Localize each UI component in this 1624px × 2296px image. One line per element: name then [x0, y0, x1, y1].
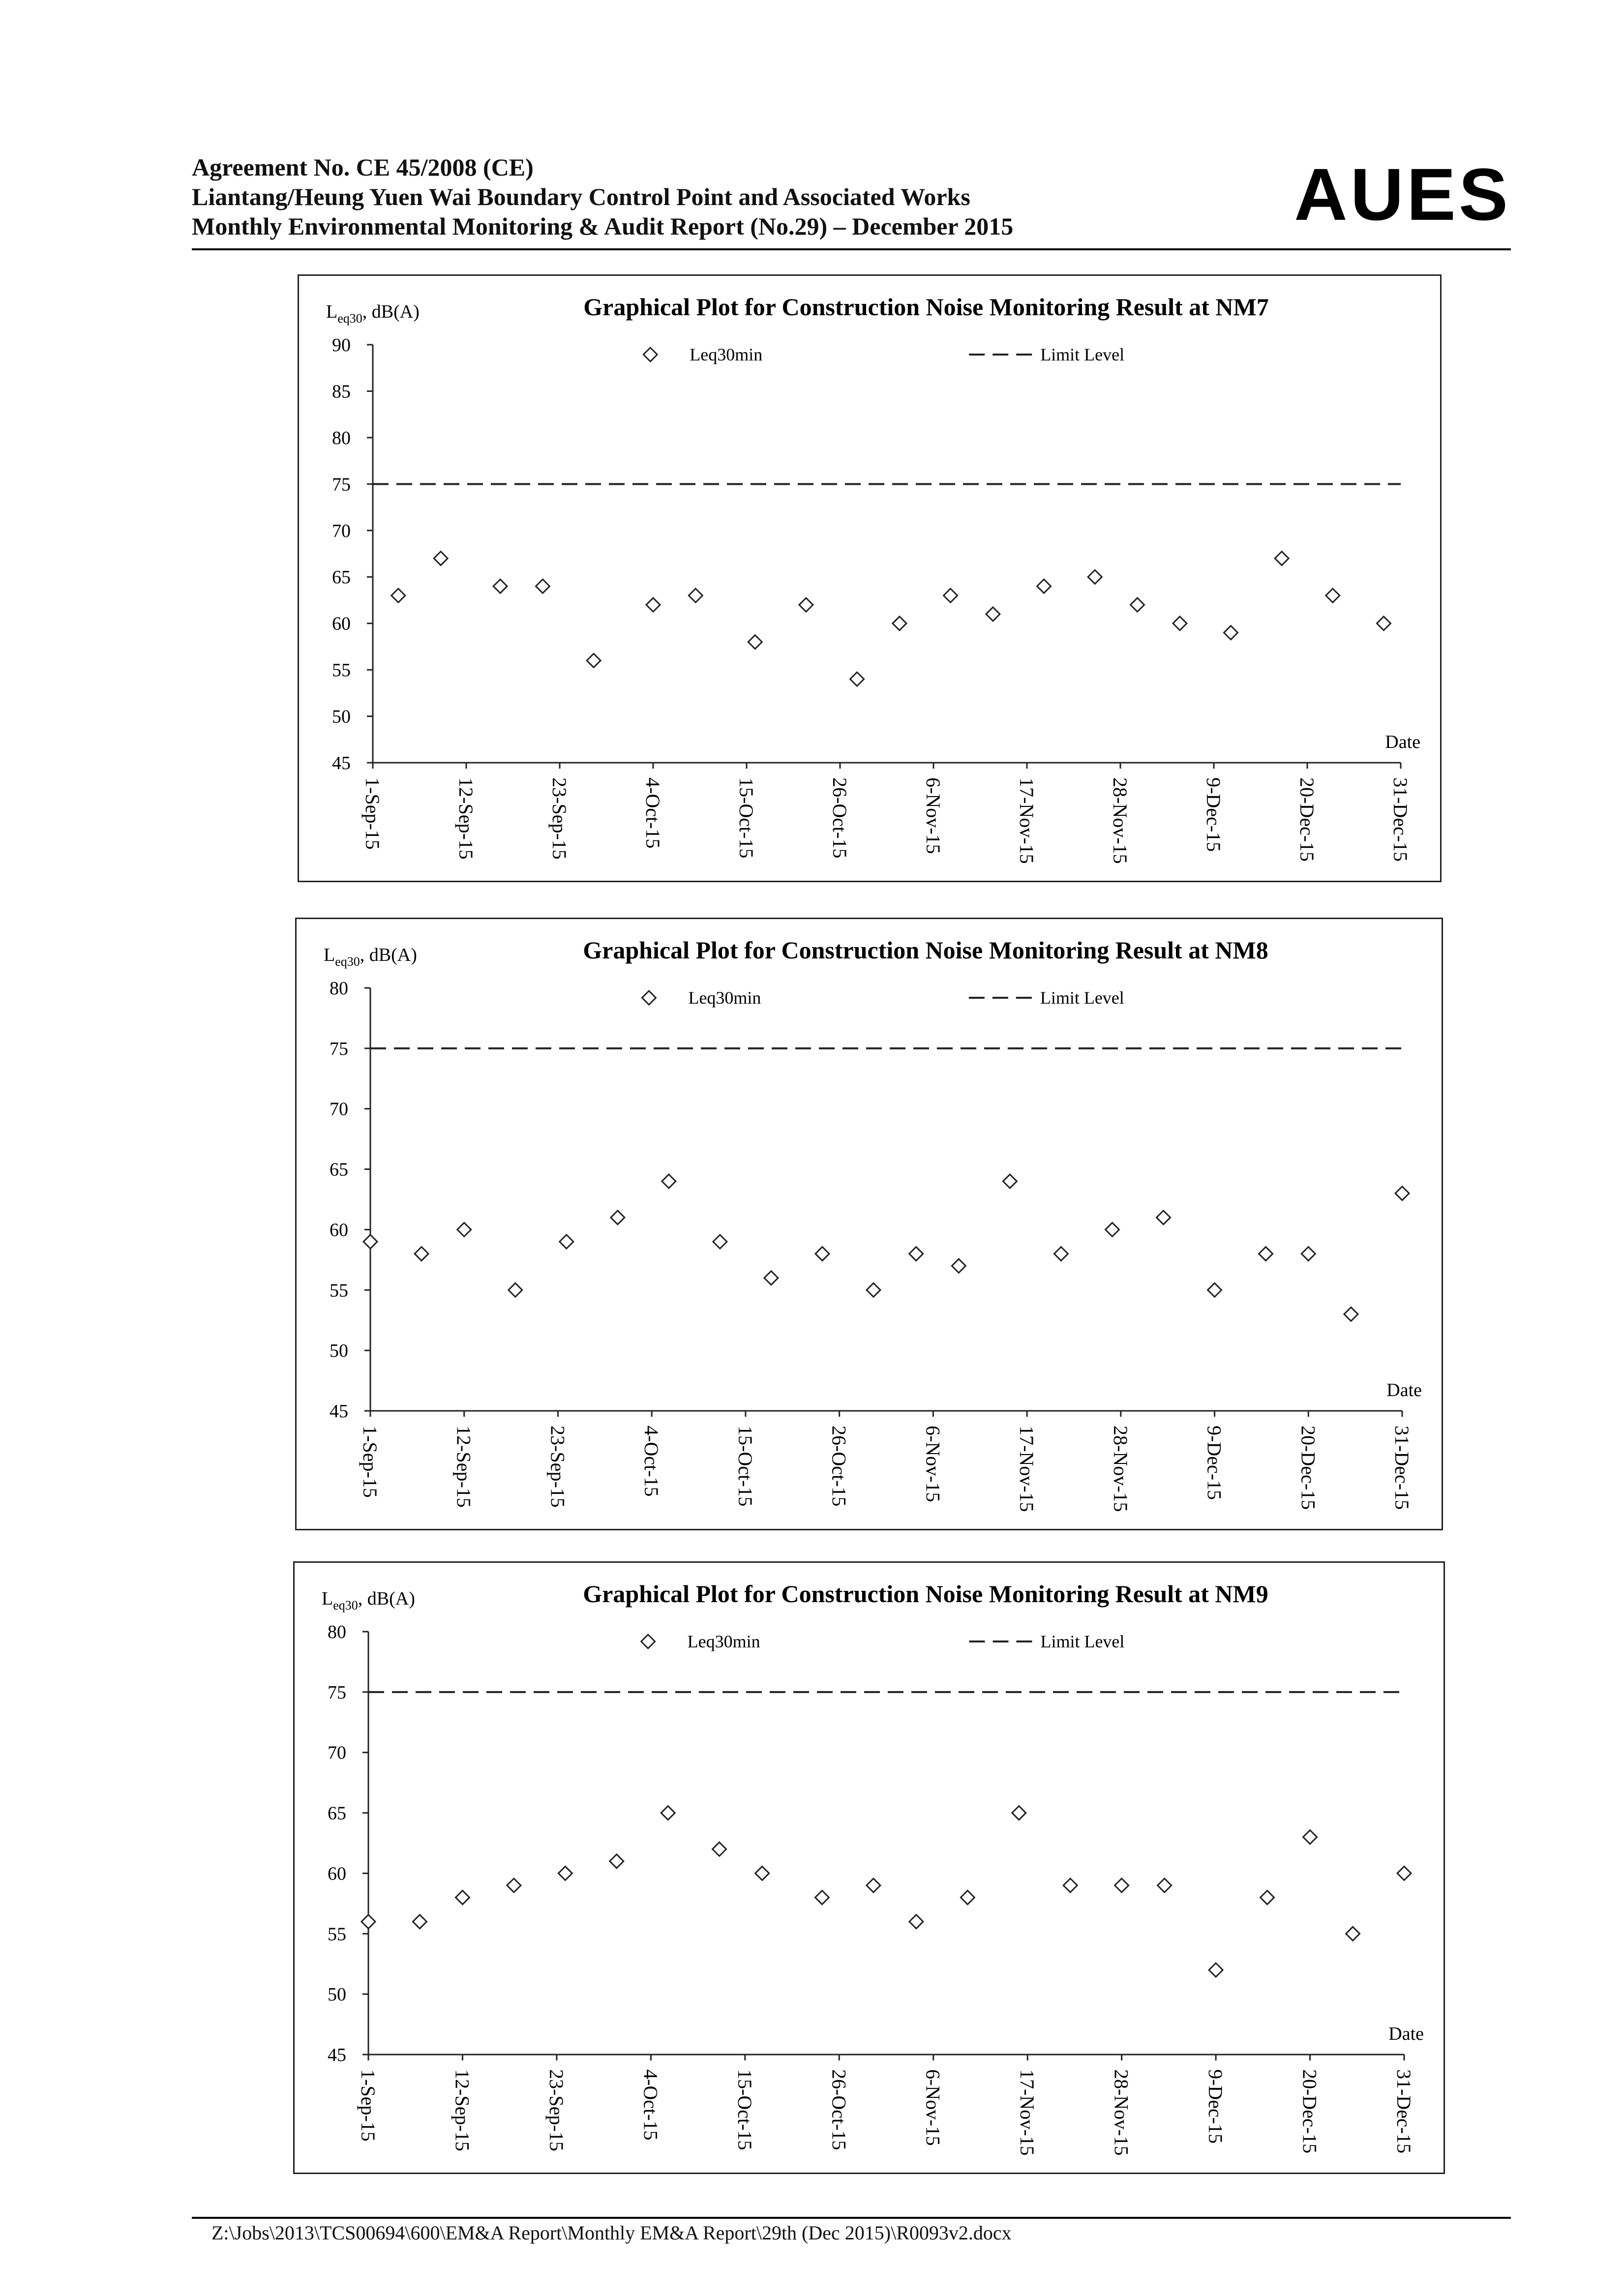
- data-point: [867, 1283, 880, 1297]
- data-point: [1275, 551, 1289, 565]
- data-point: [662, 1174, 676, 1188]
- data-point: [1344, 1307, 1358, 1321]
- data-point: [560, 1235, 573, 1249]
- x-tick-label: 4-Oct-15: [640, 1426, 663, 1497]
- data-point: [1012, 1806, 1026, 1820]
- x-tick-label: 1-Sep-15: [357, 2069, 379, 2142]
- data-point: [815, 1247, 829, 1261]
- x-tick-label: 6-Nov-15: [922, 777, 944, 854]
- x-tick-label: 4-Oct-15: [639, 2069, 662, 2141]
- y-tick-label: 55: [330, 1280, 348, 1301]
- y-tick-label: 70: [332, 520, 351, 541]
- data-point: [455, 1891, 469, 1905]
- y-tick-label: 50: [332, 706, 351, 727]
- data-point: [434, 551, 448, 565]
- chart-title: Graphical Plot for Construction Noise Monitoring Result at NM8: [583, 936, 1268, 964]
- y-tick-label: 65: [330, 1159, 348, 1180]
- project-title: Liantang/Heung Yuen Wai Boundary Control Point and Associated Works: [192, 183, 970, 210]
- x-tick-label: 12-Sep-15: [451, 2069, 474, 2151]
- y-tick-label: 45: [332, 753, 351, 774]
- y-tick-label: 75: [330, 1038, 348, 1059]
- data-point: [689, 589, 702, 602]
- data-point: [457, 1223, 471, 1236]
- y-tick-label: 65: [328, 1803, 346, 1824]
- x-tick-label: 17-Nov-15: [1016, 2069, 1039, 2156]
- x-axis-label: Date: [1386, 1380, 1422, 1401]
- data-point: [1208, 1283, 1222, 1297]
- header-divider: [192, 248, 1511, 250]
- x-tick-label: 9-Dec-15: [1203, 777, 1225, 852]
- legend-label-limit-level: Limit Level: [1040, 1632, 1125, 1651]
- x-tick-label: 6-Nov-15: [922, 1426, 944, 1502]
- x-tick-label: 23-Sep-15: [546, 1426, 569, 1508]
- data-point: [867, 1879, 880, 1892]
- legend-marker-leq30min: [643, 348, 657, 361]
- chart-title: Graphical Plot for Construction Noise Monitoring Result at NM9: [583, 1580, 1268, 1608]
- chart-nm8: [295, 918, 1443, 1530]
- data-point: [815, 1891, 829, 1905]
- agreement-number: Agreement No. CE 45/2008 (CE): [192, 153, 534, 181]
- data-point: [1326, 589, 1340, 602]
- data-point: [536, 579, 549, 593]
- data-point: [1301, 1247, 1315, 1261]
- data-point: [952, 1259, 965, 1273]
- data-point: [1037, 579, 1051, 593]
- x-tick-label: 15-Oct-15: [735, 777, 757, 859]
- data-point: [986, 607, 1000, 621]
- y-tick-label: 85: [332, 381, 351, 402]
- y-tick-label: 75: [332, 474, 351, 495]
- data-point: [1395, 1187, 1409, 1200]
- data-point: [755, 1866, 769, 1880]
- legend-label-limit-level: Limit Level: [1040, 345, 1125, 364]
- data-point: [646, 598, 660, 612]
- data-point: [1131, 598, 1144, 612]
- x-tick-label: 26-Oct-15: [828, 2069, 850, 2150]
- chart-nm9-plot: [295, 1563, 1444, 2173]
- y-axis-label: $L_{eq30}$, dB(A): [322, 1588, 415, 1612]
- x-tick-label: 12-Sep-15: [452, 1426, 475, 1508]
- data-point: [391, 589, 405, 602]
- x-tick-label: 9-Dec-15: [1204, 2069, 1227, 2144]
- data-point: [1158, 1879, 1172, 1892]
- legend-marker-leq30min: [641, 1635, 655, 1648]
- x-tick-label: 17-Nov-15: [1016, 1426, 1038, 1512]
- data-point: [1173, 617, 1187, 630]
- x-tick-label: 6-Nov-15: [922, 2069, 944, 2146]
- chart-nm8-plot: [297, 919, 1442, 1529]
- report-title: Monthly Environmental Monitoring & Audit Report (No.29) – December 2015: [192, 212, 1014, 240]
- data-point: [1224, 626, 1238, 640]
- x-tick-label: 12-Sep-15: [455, 777, 477, 860]
- x-tick-label: 9-Dec-15: [1203, 1426, 1226, 1500]
- footer-file-path: Z:\Jobs\2013\TCS00694\600\EM&A Report\Monthly EM&A Report\29th (Dec 2015)\R0093v2.docx: [211, 2222, 1012, 2244]
- chart-title: Graphical Plot for Construction Noise Monitoring Result at NM7: [583, 293, 1269, 321]
- y-tick-label: 60: [328, 1863, 346, 1884]
- x-tick-label: 31-Dec-15: [1389, 777, 1412, 862]
- data-point: [893, 617, 906, 630]
- data-point: [909, 1247, 923, 1261]
- legend-marker-leq30min: [642, 991, 656, 1005]
- y-tick-label: 60: [332, 613, 351, 634]
- y-tick-label: 70: [328, 1742, 346, 1763]
- data-point: [611, 1211, 625, 1224]
- data-point: [1088, 570, 1102, 584]
- y-tick-label: 70: [330, 1099, 348, 1120]
- data-point: [509, 1283, 522, 1297]
- x-tick-label: 1-Sep-15: [359, 1426, 381, 1498]
- x-tick-label: 26-Oct-15: [828, 1426, 850, 1507]
- x-tick-label: 20-Dec-15: [1296, 777, 1318, 862]
- data-point: [713, 1235, 727, 1249]
- chart-nm7-plot: [299, 276, 1440, 881]
- footer-divider: [192, 2217, 1511, 2219]
- data-point: [610, 1854, 624, 1868]
- y-tick-label: 45: [330, 1401, 348, 1422]
- data-point: [1157, 1211, 1171, 1224]
- y-tick-label: 55: [332, 660, 351, 681]
- data-point: [587, 654, 601, 667]
- legend-label-leq30min: Leq30min: [688, 988, 761, 1008]
- data-point: [1105, 1223, 1119, 1236]
- data-point: [1003, 1174, 1017, 1188]
- x-tick-label: 31-Dec-15: [1391, 1426, 1413, 1510]
- data-point: [1377, 617, 1390, 630]
- y-tick-label: 60: [330, 1220, 348, 1241]
- y-tick-label: 50: [328, 1984, 346, 2005]
- data-point: [1346, 1927, 1360, 1940]
- data-point: [361, 1915, 375, 1929]
- x-tick-label: 4-Oct-15: [642, 777, 664, 849]
- y-tick-label: 55: [328, 1924, 346, 1945]
- data-point: [415, 1247, 428, 1261]
- x-tick-label: 26-Oct-15: [829, 777, 851, 859]
- data-point: [363, 1235, 377, 1249]
- y-tick-label: 45: [328, 2045, 346, 2065]
- data-point: [1397, 1866, 1411, 1880]
- legend-label-limit-level: Limit Level: [1040, 988, 1124, 1008]
- y-axis-label: $L_{eq30}$, dB(A): [326, 301, 420, 326]
- x-axis-label: Date: [1385, 732, 1420, 752]
- y-tick-label: 80: [328, 1622, 346, 1642]
- x-tick-label: 1-Sep-15: [361, 777, 384, 850]
- x-tick-label: 15-Oct-15: [734, 1426, 756, 1507]
- legend-label-leq30min: Leq30min: [690, 345, 763, 364]
- data-point: [493, 579, 507, 593]
- data-point: [1054, 1247, 1068, 1261]
- data-point: [961, 1891, 974, 1905]
- aues-logo: AUES: [1294, 153, 1511, 236]
- data-point: [909, 1915, 923, 1929]
- data-point: [799, 598, 813, 612]
- y-tick-label: 80: [332, 427, 351, 448]
- data-point: [713, 1842, 726, 1856]
- x-tick-label: 20-Dec-15: [1298, 2069, 1321, 2154]
- data-point: [413, 1915, 426, 1929]
- y-tick-label: 50: [330, 1341, 348, 1362]
- x-tick-label: 20-Dec-15: [1297, 1426, 1320, 1510]
- x-tick-label: 28-Nov-15: [1109, 777, 1131, 864]
- x-tick-label: 23-Sep-15: [548, 777, 571, 860]
- x-tick-label: 15-Oct-15: [733, 2069, 756, 2150]
- x-tick-label: 28-Nov-15: [1110, 2069, 1133, 2156]
- data-point: [764, 1271, 778, 1285]
- data-point: [1063, 1879, 1077, 1892]
- x-tick-label: 28-Nov-15: [1109, 1426, 1132, 1512]
- y-tick-label: 75: [328, 1682, 346, 1703]
- data-point: [661, 1806, 675, 1820]
- data-point: [850, 672, 864, 686]
- data-point: [507, 1879, 521, 1892]
- y-tick-label: 90: [332, 335, 351, 356]
- data-point: [1115, 1879, 1129, 1892]
- data-point: [748, 635, 762, 649]
- data-point: [944, 589, 958, 602]
- x-tick-label: 23-Sep-15: [545, 2069, 568, 2151]
- y-axis-label: $L_{eq30}$, dB(A): [324, 945, 417, 969]
- y-tick-label: 65: [332, 567, 351, 588]
- x-axis-label: Date: [1388, 2024, 1424, 2044]
- chart-nm7: [298, 274, 1442, 882]
- y-tick-label: 80: [330, 978, 348, 999]
- data-point: [1261, 1891, 1274, 1905]
- x-tick-label: 31-Dec-15: [1393, 2069, 1415, 2154]
- data-point: [1259, 1247, 1273, 1261]
- data-point: [1303, 1830, 1317, 1844]
- chart-nm9: [293, 1561, 1445, 2174]
- legend-label-leq30min: Leq30min: [687, 1632, 760, 1651]
- x-tick-label: 17-Nov-15: [1016, 777, 1038, 864]
- data-point: [1209, 1963, 1223, 1977]
- data-point: [558, 1866, 572, 1880]
